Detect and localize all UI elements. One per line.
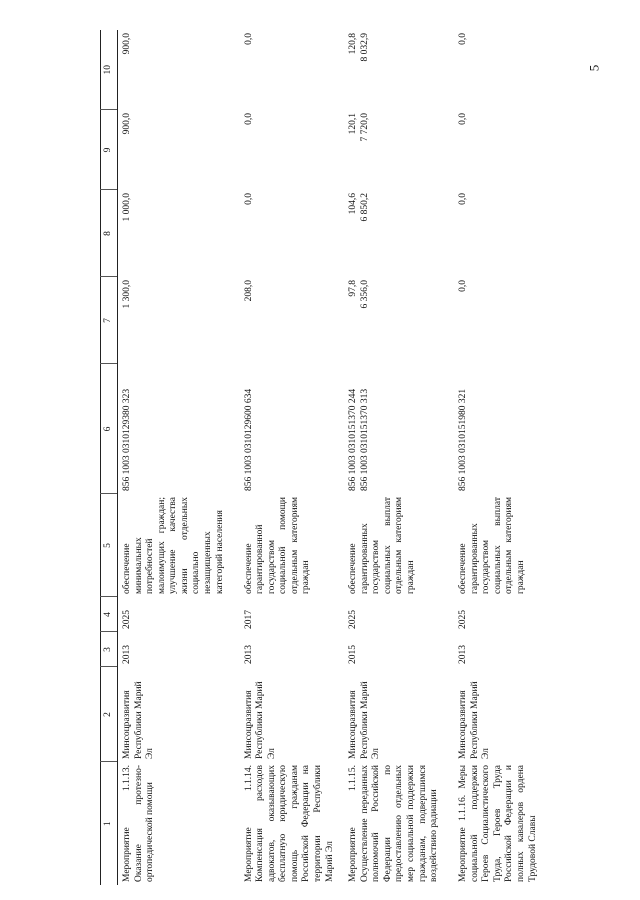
result-cell: обеспечение гарантированной государством социальной помощи отдельным категориям граждан [243,497,312,594]
value: 1 300,0 [122,280,132,309]
start-year-cell: 2013 [243,645,254,664]
value-col7-cell [344,277,454,364]
value-col10-cell [344,30,454,110]
budget-code: 856 1003 0310151370 244 [348,388,359,491]
budget-code: 856 1003 0310129600 634 [243,388,254,491]
value: 900,0 [122,113,132,135]
budget-code: 856 1003 0310151980 321 [458,388,469,491]
value: 0,0 [243,193,254,205]
start-year-cell: 2015 [348,645,359,664]
value-col8-cell [240,190,345,277]
column-header-9: 9 [101,110,118,190]
end-year-cell: 2025 [348,610,359,629]
table-row [344,30,454,885]
result-cell: обеспечение гарантированных государством социальных выплат отдельным категориям граждан [348,497,417,594]
value: 0,0 [458,280,469,292]
value: 97,8 [348,280,359,297]
table-row [454,30,564,885]
value: 6 850,2 [359,193,370,222]
value: 1 000,0 [122,193,132,222]
column-header-2: 2 [101,667,118,762]
column-header-1: 1 [101,762,118,885]
value-col10-cell [240,30,345,110]
value-col10-cell [118,30,240,110]
value: 8 032,9 [359,33,370,62]
column-header-8: 8 [101,190,118,277]
header-row [101,30,118,885]
result-cell: обеспечение гарантированных государством социальных выплат отдельным категориям граждан [458,497,527,594]
value-col7-cell [240,277,345,364]
value: 7 720,0 [359,113,370,142]
column-header-7: 7 [101,277,118,364]
value: 104,6 [348,193,359,215]
value: 208,0 [243,280,254,302]
value: 120,1 [348,113,359,135]
value-col10-cell [454,30,564,110]
activity-cell: Мероприятие 1.1.13. Оказание протезно-ортопедической помощи [122,765,156,882]
value-col9-cell [344,110,454,190]
value: 900,0 [122,33,132,55]
activity-cell: Мероприятие 1.1.16. Меры социальной поддержки Героев Социалистического Труда, Героев Труда Российской Федерации и полных кавалеров ордена Трудовой Славы [458,765,538,882]
value: 0,0 [458,193,469,205]
column-header-6: 6 [101,364,118,494]
budget-code-cell [118,364,240,494]
value: 120,8 [348,33,359,55]
table-row [240,30,345,885]
value-col9-cell [118,110,240,190]
end-year-cell: 2025 [122,610,132,629]
budget-code-cell [344,364,454,494]
page-number: 5 [586,64,602,72]
value-col8-cell [118,190,240,277]
value: 0,0 [458,113,469,125]
table-row [118,30,240,885]
end-year-cell: 2017 [243,610,254,629]
activity-cell: Мероприятие 1.1.15. Осуществление переданных полномочий Российской Федерации по предоставлению отдельных мер социальной поддержки гражданам, подвергшимся воздействию радиации [348,765,440,882]
value-col8-cell [454,190,564,277]
start-year-cell: 2013 [122,645,132,664]
start-year-cell: 2013 [458,645,469,664]
value: 0,0 [458,33,469,45]
value: 0,0 [243,33,254,45]
program-activities-table [100,30,564,885]
column-header-10: 10 [101,30,118,110]
value-col9-cell [240,110,345,190]
column-header-4: 4 [101,597,118,632]
value-col9-cell [454,110,564,190]
value: 0,0 [243,113,254,125]
column-header-3: 3 [101,632,118,667]
activity-cell: Мероприятие 1.1.14. Компенсация расходов адвокатов, оказывающих бесплатную юридическую помощь гражданам Российской Федерации на территории Республики Марий Эл [243,765,335,882]
budget-code-cell [240,364,345,494]
result-cell: обеспечение минимальных потребностей малоимущих граждан; улучшение качества жизни отдельных социально незащищенных категорий населения [122,497,225,594]
executor-cell: Минсоцразвития Республики Марий Эл [458,681,492,759]
end-year-cell: 2025 [458,610,469,629]
column-header-5: 5 [101,494,118,597]
value-col8-cell [344,190,454,277]
executor-cell: Минсоцразвития Республики Марий Эл [243,681,277,759]
budget-code-cell [454,364,564,494]
executor-cell: Минсоцразвития Республики Марий Эл [348,681,382,759]
executor-cell: Минсоцразвития Республики Марий Эл [122,681,156,759]
budget-code: 856 1003 0310129380 323 [122,388,132,491]
value: 6 356,0 [359,280,370,309]
value-col7-cell [454,277,564,364]
value-col7-cell [118,277,240,364]
budget-code: 856 1003 0310151370 313 [359,388,370,491]
